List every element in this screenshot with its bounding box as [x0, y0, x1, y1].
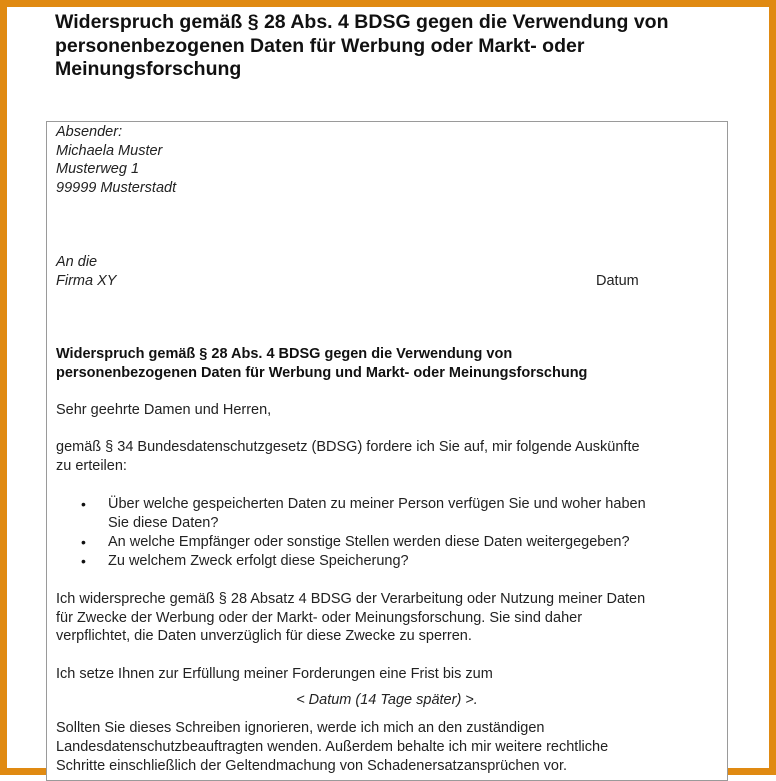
title-line: Meinungsforschung: [55, 58, 242, 80]
bullet-icon: •: [81, 534, 86, 550]
list-item: An welche Empfänger oder sonstige Stellen werden diese Daten weitergegeben?: [108, 534, 630, 550]
letter-template: [46, 121, 728, 781]
recipient-label: An die: [56, 254, 98, 270]
deadline-date-placeholder: < Datum (14 Tage später) >.: [296, 692, 478, 708]
salutation: Sehr geehrte Damen und Herren,: [56, 402, 272, 418]
bullet-icon: •: [81, 496, 86, 512]
sender-label: Absender:: [56, 124, 123, 140]
paragraph-line: Sollten Sie dieses Schreiben ignorieren, werde ich mich an den zuständigen: [56, 720, 545, 736]
subject-line: Widerspruch gemäß § 28 Abs. 4 BDSG gegen die Verwendung von: [56, 346, 513, 362]
bullet-icon: •: [81, 553, 86, 569]
paragraph-line: für Zwecke der Werbung oder der Markt- oder Meinungsforschung. Sie sind daher: [56, 610, 583, 626]
title-line: personenbezogenen Daten für Werbung oder Markt- oder: [55, 34, 585, 57]
paragraph-line: gemäß § 34 Bundesdatenschutzgesetz (BDSG) fordere ich Sie auf, mir folgende Auskünfte: [56, 439, 640, 455]
recipient-company: Firma XY: [56, 272, 117, 289]
title-line: Widerspruch gemäß § 28 Abs. 4 BDSG gegen die Verwendung von: [55, 11, 669, 33]
subject-line: personenbezogenen Daten für Werbung und Markt- oder Meinungsforschung: [56, 365, 588, 381]
paragraph-line: Schritte einschließlich der Geltendmachung von Schadenersatzansprüchen vor.: [56, 758, 568, 774]
page-title: [55, 11, 755, 82]
list-item: Über welche gespeicherten Daten zu meiner Person verfügen Sie und woher haben: [108, 496, 646, 512]
paragraph-line: zu erteilen:: [56, 458, 127, 474]
paragraph-line: verpflichtet, die Daten unverzüglich für diese Zwecke zu sperren.: [56, 628, 472, 644]
date-label: Datum: [596, 272, 639, 289]
list-item-continued: Sie diese Daten?: [108, 515, 219, 531]
list-item: Zu welchem Zweck erfolgt diese Speicherung?: [108, 553, 409, 569]
sender-name: Michaela Muster: [56, 142, 163, 159]
sender-city: 99999 Musterstadt: [56, 179, 177, 196]
sender-street: Musterweg 1: [56, 161, 140, 177]
deadline-sentence: Ich setze Ihnen zur Erfüllung meiner Forderungen eine Frist bis zum: [56, 666, 493, 682]
paragraph-line: Landesdatenschutzbeauftragten wenden. Außerdem behalte ich mir weitere rechtliche: [56, 739, 609, 755]
paragraph-line: Ich widerspreche gemäß § 28 Absatz 4 BDSG der Verarbeitung oder Nutzung meiner Daten: [56, 591, 646, 607]
